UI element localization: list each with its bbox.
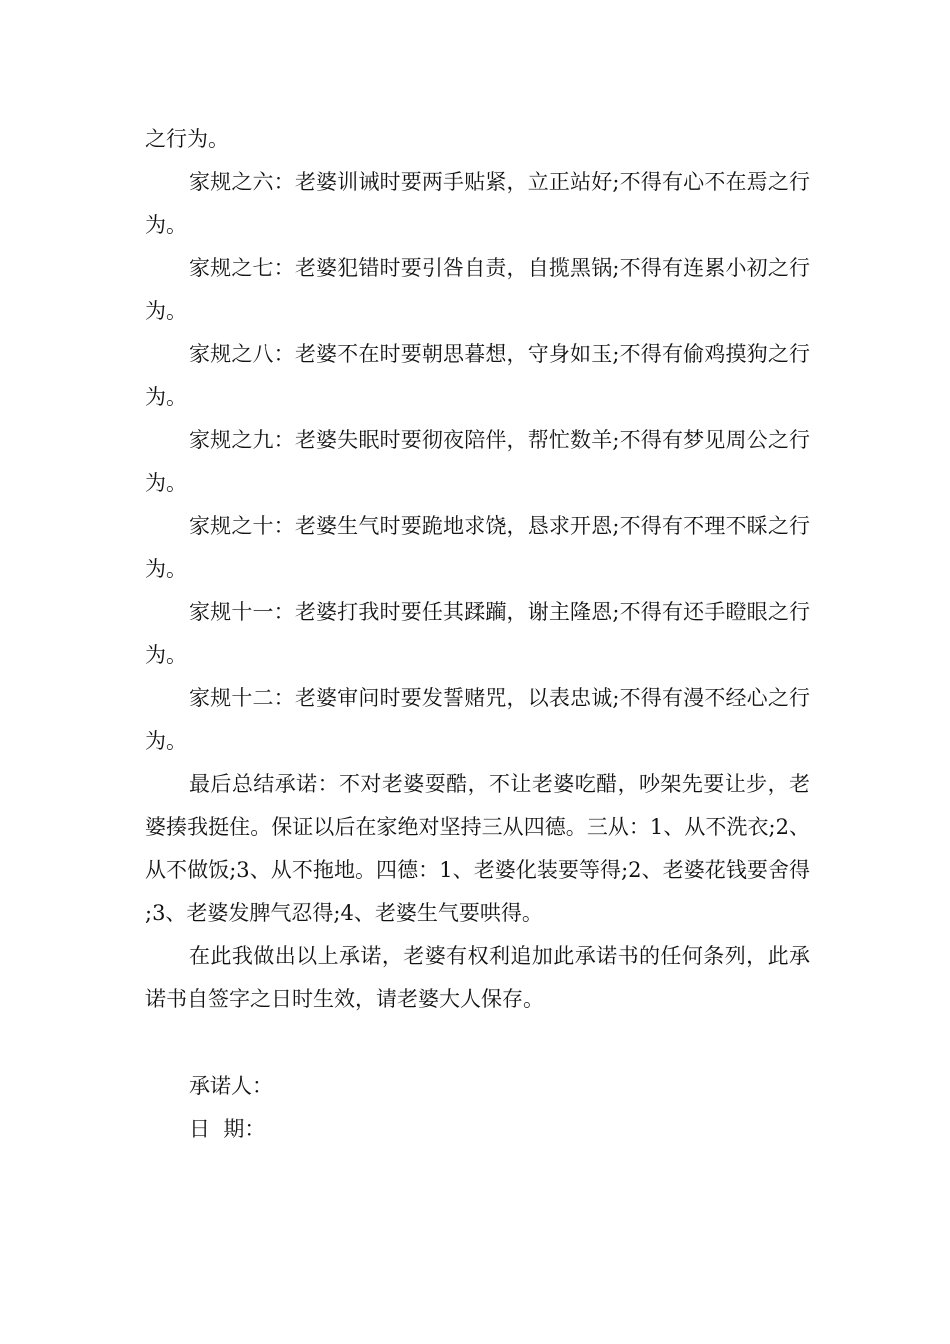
signatory-label: 承诺人： — [189, 1074, 273, 1098]
continuation-line: 之行为。 — [145, 127, 229, 151]
signature-spacer — [145, 1021, 810, 1065]
rule-9: 家规之九：老婆失眠时要彻夜陪伴，帮忙数羊;不得有梦见周公之行为。 — [145, 428, 810, 495]
rule-6: 家规之六：老婆训诫时要两手贴紧，立正站好;不得有心不在焉之行为。 — [145, 170, 810, 237]
date-label: 日 期： — [189, 1117, 266, 1141]
rule-11: 家规十一：老婆打我时要任其蹂躏，谢主隆恩;不得有还手瞪眼之行为。 — [145, 600, 810, 667]
rule-12: 家规十二：老婆审问时要发誓赌咒，以表忠诚;不得有漫不经心之行为。 — [145, 686, 810, 753]
rule-8: 家规之八：老婆不在时要朝思暮想，守身如玉;不得有偷鸡摸狗之行为。 — [145, 342, 810, 409]
summary-paragraph: 最后总结承诺：不对老婆耍酷，不让老婆吃醋，吵架先要让步，老婆揍我挺住。保证以后在家绝对坚持三从四德。三从：1、从不洗衣;2、从不做饭;3、从不拖地。四德：1、老婆化装要等得;2、老婆花钱要舍得;3、老婆发脾气忍得;4、老婆生气要哄得。 — [145, 772, 810, 925]
rule-7: 家规之七：老婆犯错时要引咎自责，自揽黑锅;不得有连累小初之行为。 — [145, 256, 810, 323]
closing-paragraph: 在此我做出以上承诺，老婆有权利追加此承诺书的任何条列，此承诺书自签字之日时生效，请老婆大人保存。 — [145, 944, 810, 1011]
document-body — [145, 118, 810, 1151]
rule-10: 家规之十：老婆生气时要跪地求饶，恳求开恩;不得有不理不睬之行为。 — [145, 514, 810, 581]
